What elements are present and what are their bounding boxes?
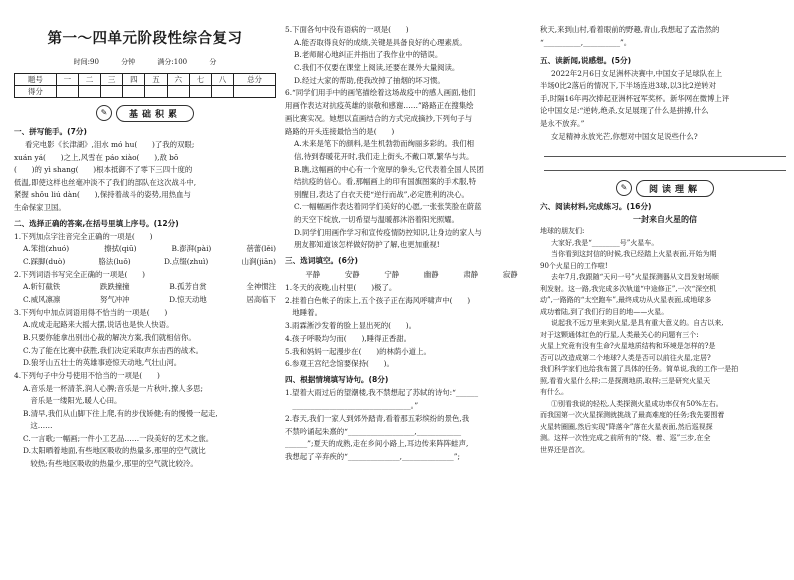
section-2-title: 二、选择正确的答案,在括号里填上序号。(12分) xyxy=(14,218,179,228)
fill-item[interactable]: 5.我和妈妈一起漫步在( )的林荫小道上。 xyxy=(285,346,431,356)
letter-line: 测。这样一次性完成之前所有的“绕、着、巡”三步,在全 xyxy=(540,434,711,443)
option-cont: 这…… xyxy=(23,421,53,431)
word: 平静 xyxy=(305,269,321,279)
text-line: 生命保家卫国。 xyxy=(14,202,66,212)
letter-line: 大家好,我是“________号”火星车。 xyxy=(551,238,659,247)
exam-meta xyxy=(14,57,276,67)
option-row: C.威风凛凛 努气冲冲 D.惊天动地 居高临下 xyxy=(14,294,276,307)
question: 4.下列句子中分号使用不恰当的一项是( ) xyxy=(14,370,160,380)
option[interactable]: D.经过大家的帮助,使我改掉了抽烟的坏习惯。 xyxy=(294,75,445,85)
answer-line[interactable] xyxy=(544,157,786,171)
option[interactable]: B.清早,我们从山脚下往上爬,有的步伐矫健;有的慢慢一起走, xyxy=(23,408,218,418)
option[interactable]: D.狼牙山五壮士的英雄事迹惊天动地,气壮山河。 xyxy=(23,358,182,368)
option[interactable]: A.成成走起路来大摇大摆,说话也是快人快语。 xyxy=(23,320,174,330)
reading-banner: ✎ 阅读理解 xyxy=(540,179,790,197)
letter-line: 有什么。 xyxy=(540,388,568,397)
word: 安静 xyxy=(344,269,360,279)
poem-item-cont: 不禁吟诵起朱熹的“__________________,____________ xyxy=(285,426,462,436)
score-cell[interactable] xyxy=(56,86,78,98)
option-cont: 音乐是一缕阳光,暖人心田。 xyxy=(23,396,122,406)
option[interactable]: A.音乐是一杯清茶,润人心脾;音乐是一片秋叶,撩人多思; xyxy=(23,383,203,393)
option[interactable]: A.能否取得良好的成绩,关键是具备良好的心理素质。 xyxy=(294,37,467,47)
letter-line: 我们科学家们也给我布置了具体的任务。简单说,我的工作一是拍 xyxy=(540,365,739,374)
option[interactable]: A.斩钉截铁 xyxy=(23,282,61,292)
question: 6.“同学们用手中的画笔描绘着这场战疫中的感人画面,他们 xyxy=(285,88,476,98)
option[interactable]: C.威风凛凛 xyxy=(23,294,61,304)
fill-item[interactable]: 2.挂着白色帐子的床上,五个孩子正在海风呼啸声中( ) xyxy=(285,295,471,305)
word: 幽静 xyxy=(423,269,439,279)
letter-line: 90个火星日的工作啦! xyxy=(540,261,608,270)
letter-line: 地球的朋友们: xyxy=(540,227,585,236)
poem-item[interactable]: 1.望着大雨过后的望潮楼,我不禁想起了苏轼的诗句:“______ xyxy=(285,388,479,398)
option[interactable]: B.孤芳自赏 xyxy=(169,282,207,292)
letter-line: 否可以改造成第二个地球?人类是否可以前往火星,定居? xyxy=(540,353,711,362)
news-line: 半场0比2落后的情况下,下半场连进3球,以3比2逆转对 xyxy=(540,81,717,91)
poem-item-cont: 秋天,来到山村,看着眼前的野趣,青山,我想起了孟浩然的 xyxy=(540,25,720,34)
letter-line: 照,看看火星什么样;二是探测地质,取样;三是研究火星天 xyxy=(540,376,711,385)
letter-title: 一封来自火星的信 xyxy=(633,215,697,225)
score-cell[interactable] xyxy=(211,86,233,98)
poem-blank[interactable]: “__________,__________”。 xyxy=(540,37,632,47)
option-cont: 朋友都知道该怎样做好防护了解,也更加重视! xyxy=(294,240,440,250)
letter-line: 动”,一路路的“太空跑车”,最终成功从火星表面,成地球多 xyxy=(540,296,712,305)
fill-item-cont: 地睡着。 xyxy=(285,308,322,318)
question: 1.下列加点字注音完全正确的一项是( ) xyxy=(14,231,153,241)
option-row: A.笨拙(zhuó) 擦拭(qiū) B.澎湃(pài) 蓓蕾(lěi) xyxy=(14,243,276,256)
option[interactable]: D.点缀(zhuì) xyxy=(163,256,209,266)
fill-item[interactable]: 1.冬天的夜晚,山村里( )极了。 xyxy=(285,282,397,292)
book-icon: ✎ xyxy=(616,180,632,196)
letter-line: 当你看到这封信的时候,我已经踏上火星表面,开始为期 xyxy=(551,250,717,259)
section-6-title: 六、阅读材料,完成练习。(16分) xyxy=(540,202,652,212)
score-row-header: 题号 一 二 三 四 五 六 七 八 总分 xyxy=(15,74,276,86)
option[interactable]: A.笨拙(zhuó) xyxy=(23,244,70,254)
option-cont: 结抗疫的信心。看,那幅画上的印有国旗图案的手术服,特 xyxy=(294,177,477,187)
question: 2.下列词语书写完全正确的一项是( ) xyxy=(14,269,146,279)
score-cell[interactable] xyxy=(234,86,276,98)
option[interactable]: D.惊天动地 xyxy=(169,294,207,304)
letter-line: 火星转圈圈,然后实现“降落伞”落在火星表面,然后巡视探 xyxy=(540,422,713,431)
fill-item[interactable]: 6.参观王宫纪念馆要保持( )。 xyxy=(285,359,394,369)
section-1-title: 一、拼写能手。(7分) xyxy=(14,127,87,136)
poem-item-cont: ________________________________。” xyxy=(285,401,419,411)
option[interactable]: C.我们不仅要在课堂上阅读,还要在课外大量阅读。 xyxy=(294,62,460,72)
option[interactable]: B.瞧,这幅画的中心有一个宽厚的拳头,它代表着全国人民团 xyxy=(294,164,484,174)
score-row-values: 得分 xyxy=(15,86,276,98)
word: 宁静 xyxy=(384,269,400,279)
option[interactable]: B.老师耐心地纠正并指出了我作业中的错误。 xyxy=(294,50,443,60)
letter-line: 利发射。这一路,我完成多次轨道“中途修正”,一次“深空机 xyxy=(540,284,717,293)
option[interactable]: D.太阳晒着地面,有些地区吸收的热量多,那里的空气就比 xyxy=(23,446,206,456)
score-cell[interactable] xyxy=(189,86,211,98)
column-2 xyxy=(285,24,538,464)
news-line: 论中国女足:“逆转,绝杀,女足展现了什么是拼搏,什么 xyxy=(540,106,709,116)
score-cell[interactable] xyxy=(145,86,167,98)
section-4-title: 四、根据情境填写诗句。(8分) xyxy=(285,375,389,385)
option-cont: 较热;有些地区吸收的热量少,那里的空气就比较冷。 xyxy=(23,459,198,469)
option-row: C.踩脚(duò) 胳法(luǒ) D.点缀(zhuì) 山涧(jiān) xyxy=(14,256,276,269)
letter-line: 世界还是首次。 xyxy=(540,445,589,454)
option[interactable]: B.只要你能拿出别出心裁的解决方案,我们就相信你。 xyxy=(23,332,196,342)
answer-line[interactable] xyxy=(544,143,786,157)
option[interactable]: A.未来是笔下的颜料,是生机勃勃而绚丽多彩的。我们相 xyxy=(294,139,475,149)
letter-line: 火星上究竟有没有生命?火星地质结构和环境是怎样的?是 xyxy=(540,342,716,351)
question: 用画作表达对抗疫英雄的崇敬和感谢……”路路正在搜集绘 xyxy=(285,100,474,110)
question: 路路的开头连接最恰当的是( ) xyxy=(285,126,395,136)
score-table xyxy=(14,73,276,98)
poem-item[interactable]: 2.春天,我们一家人到郊外踏青,看着那五彩缤纷的景色,我 xyxy=(285,413,470,423)
letter-line: ①别看我说的轻松,人类探测火星成功率仅有50%左右。 xyxy=(551,399,723,408)
letter-line: 而我国第一次火星探测就挑战了最高难度的任务;我先要围着 xyxy=(540,411,725,420)
text-line: xuán yá( )之上,风雪在 páo xiào( ),敌 bō xyxy=(14,152,179,162)
option[interactable]: D.同学们用画作学习和宣传疫情防控知识,让身边的家人与 xyxy=(294,227,482,237)
option-cont: 的天空下绽放,一切希望与温暖都沐浴着阳光照耀。 xyxy=(294,214,459,224)
option-cont: 信,待到春暖花开时,我们走上街头,不戴口罩,繁华与共。 xyxy=(294,151,474,161)
news-line: 手,时隔16年再次捧起亚洲杯冠军奖杯。新华网在微博上评 xyxy=(540,93,730,103)
section-3-title: 三、选词填空。(6分) xyxy=(285,255,358,265)
question: 3.下列句中加点词语用得不恰当的一项是( ) xyxy=(14,307,168,317)
column-3 xyxy=(540,24,790,456)
word: 肃静 xyxy=(463,269,479,279)
option[interactable]: C.为了能在比赛中获胜,我们决定采取声东击西的战术。 xyxy=(23,345,204,355)
word-bank xyxy=(293,269,530,280)
score-cell[interactable] xyxy=(78,86,100,98)
text-line: ( )的 yì shang( )根本抵御不了零下三四十度的 xyxy=(14,165,193,175)
option-cont: 别醒目,表达了白衣天使“逆行而战”,必定胜利的决心。 xyxy=(294,189,469,199)
fill-item[interactable]: 3.雨霖淅沙发着的脸上显出死的( )。 xyxy=(285,321,417,331)
option-row: A.斩钉截铁 跌跌撞撞 B.孤芳自赏 全神惯注 xyxy=(14,281,276,294)
poem-item-cont: 我想起了辛弃疾的“______________,______________”; xyxy=(285,452,460,462)
letter-line: 成功着陆,到了我们行的目的地——火星。 xyxy=(540,307,669,316)
score-cell[interactable] xyxy=(123,86,145,98)
option[interactable]: C.一言歌;一幅画;一件小工艺品……一段美好的艺术之旅。 xyxy=(23,433,214,443)
question: 画比赛实况。她想以直画结合的方式完成摘抄,下列句子与 xyxy=(285,113,473,123)
option[interactable]: C.一幅幅画作表达着同学们美好的心愿,一张张笑脸在蔚蓝 xyxy=(294,202,482,212)
option[interactable]: B.澎湃(pài) xyxy=(171,244,212,254)
total-score: 满分:100 分 xyxy=(157,58,217,66)
page-title: 第一～四单元阶段性综合复习 xyxy=(47,31,243,47)
column-1 xyxy=(14,0,276,471)
text-line: 看完电影《长津湖》,泪水 mó hu( )了我的双眼; xyxy=(25,140,195,149)
score-cell[interactable] xyxy=(101,86,123,98)
news-line: 是永不放弃。” xyxy=(540,118,585,128)
fill-item[interactable]: 4.孩子呼吸均匀而( ),睡得正香甜。 xyxy=(285,333,412,343)
news-question: 女足精神永放光芒,你想对中国女足说些什么? xyxy=(551,131,698,141)
time-limit: 时间:90 分钟 xyxy=(73,58,136,66)
text-line: 低温,即使这样也丝毫冲淡不了我们的部队在这次战斗中, xyxy=(14,177,197,187)
letter-line: 对于这颗通体红色的行星,人类最关心的问题有三个: xyxy=(540,330,699,339)
poem-item-cont: ______”;夏天的成熟,走在乡间小路上,耳边传来阵阵蛙声, xyxy=(285,439,469,449)
word: 寂静 xyxy=(502,269,518,279)
book-icon: ✎ xyxy=(96,105,112,121)
basic-banner: ✎ 基础积累 xyxy=(14,104,276,122)
letter-line: 去年7月,我跟随“天问一号”火星探测器从文昌发射场顺 xyxy=(551,273,719,282)
option[interactable]: C.踩脚(duò) xyxy=(23,256,66,266)
question: 5.下面各句中没有语病的一项是( ) xyxy=(285,25,409,34)
score-cell[interactable] xyxy=(167,86,189,98)
news-line: 2022年2月6日女足洲杯决赛中,中国女子足球队在上 xyxy=(551,68,722,78)
text-line: 紧握 shǒu liú dàn( ),保持着战斗的姿势,用热血与 xyxy=(14,190,191,200)
section-5-title: 五、读新闻,说感想。(5分) xyxy=(540,55,632,65)
letter-line: 说起我不远万里来到火星,是具有重大意义的。自古以来, xyxy=(551,319,724,328)
